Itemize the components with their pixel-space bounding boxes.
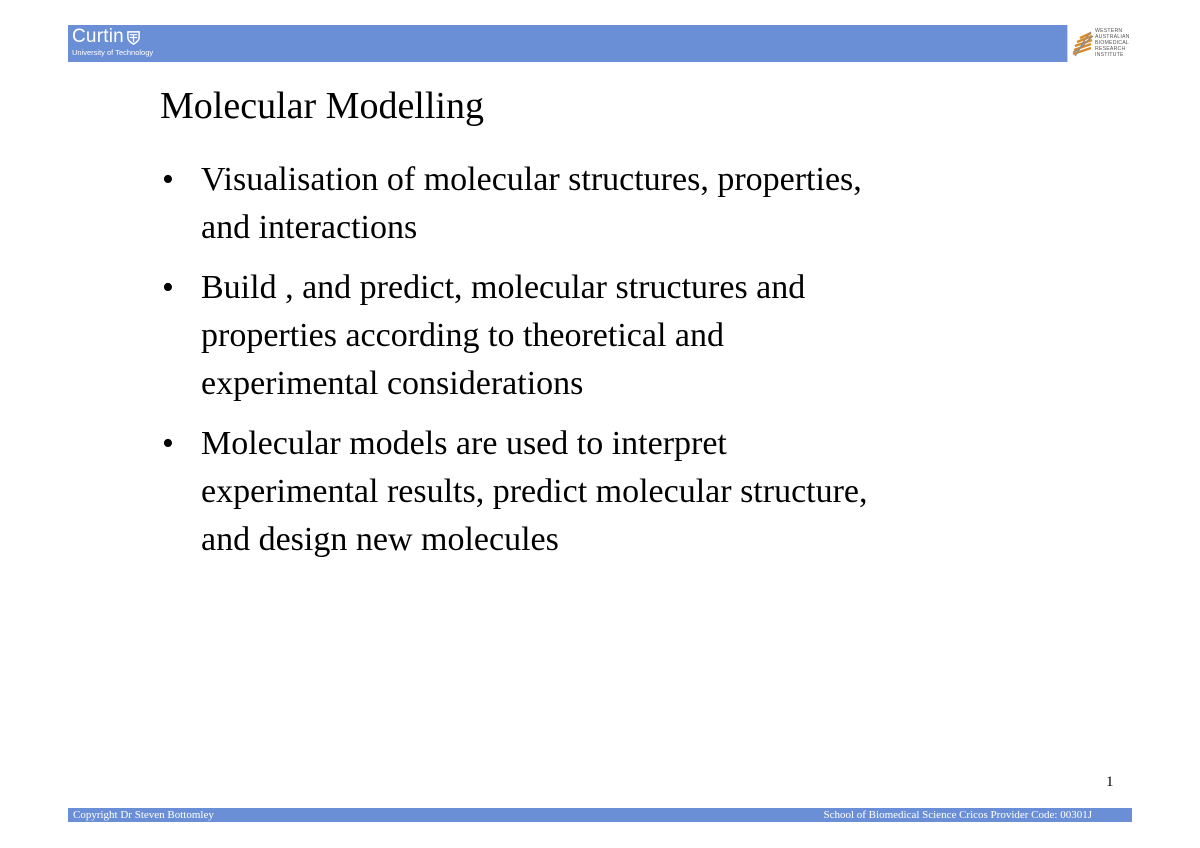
waimr-line-2: AUSTRALIAN: [1095, 34, 1130, 40]
slide-title: Molecular Modelling: [160, 85, 484, 127]
bullet-line: and design new molecules: [201, 521, 559, 558]
waimr-line-1: WESTERN: [1095, 28, 1123, 34]
waimr-logo-text: [1095, 28, 1130, 58]
curtin-logo: [72, 27, 153, 57]
bullet-dot-icon: •: [162, 425, 174, 462]
bullet-line: Build , and predict, molecular structures and: [201, 269, 806, 306]
bullet-item: [160, 420, 1060, 564]
curtin-crest-icon: [126, 30, 141, 45]
bullet-item: [160, 156, 1060, 252]
waimr-line-4: RESEARCH: [1095, 46, 1126, 52]
footer-copyright: Copyright Dr Steven Bottomley: [73, 809, 214, 821]
footer-provider-code: School of Biomedical Science Cricos Provider Code: 00301J: [823, 809, 1092, 821]
page-number: 1: [1106, 774, 1114, 790]
bullet-dot-icon: •: [162, 269, 174, 306]
bullet-line: experimental considerations: [201, 365, 584, 402]
bullet-line: and interactions: [201, 209, 418, 246]
bullet-line: properties according to theoretical and: [201, 317, 724, 354]
waimr-line-5: INSTITUTE: [1095, 52, 1124, 58]
footer-band: [68, 808, 1132, 822]
waimr-logo: [1067, 25, 1132, 62]
waimr-line-3: BIOMEDICAL: [1095, 40, 1129, 46]
bullet-list: [160, 156, 1060, 576]
bullet-item: [160, 264, 1060, 408]
curtin-logo-name: Curtin: [72, 26, 124, 47]
bullet-line: Molecular models are used to interpret: [201, 425, 727, 462]
waimr-helix-icon: [1071, 30, 1095, 58]
bullet-line: Visualisation of molecular structures, properties,: [201, 161, 862, 198]
bullet-dot-icon: •: [162, 161, 174, 198]
header-band: [68, 25, 1132, 62]
curtin-logo-subtitle: University of Technology: [72, 48, 154, 57]
bullet-line: experimental results, predict molecular structure,: [201, 473, 868, 510]
